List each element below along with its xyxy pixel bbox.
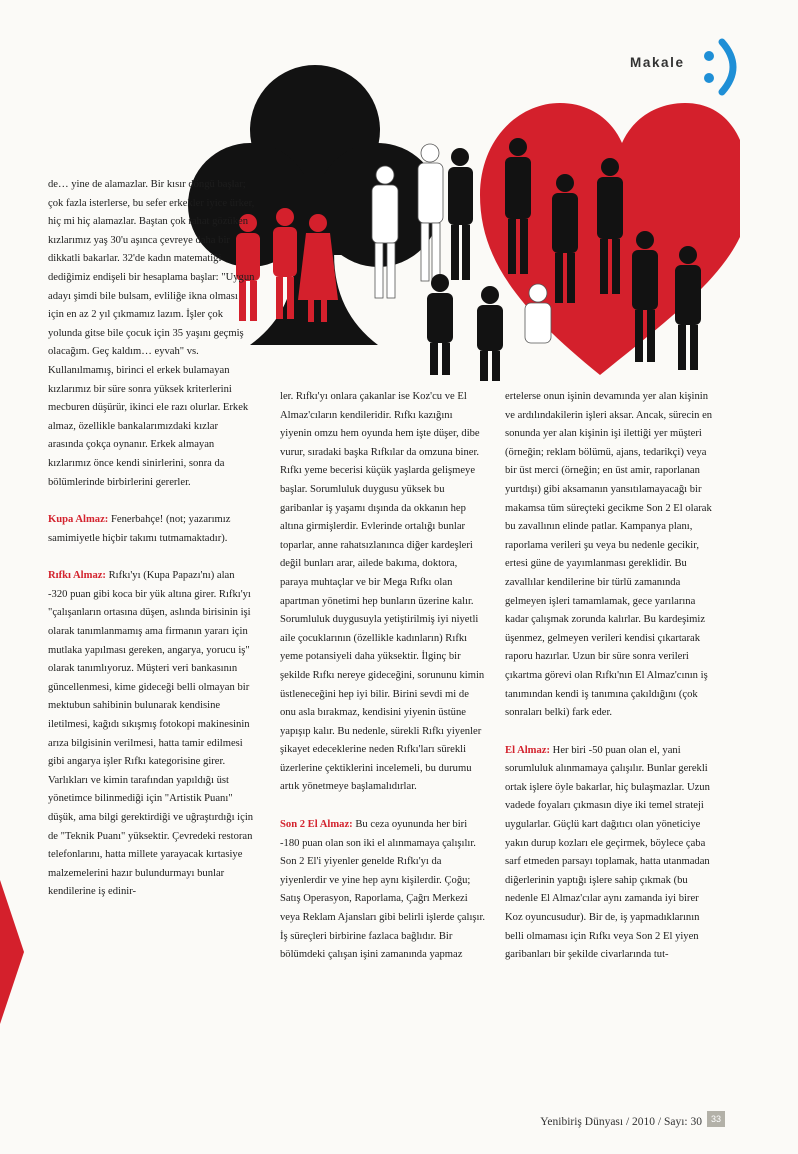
rifki-almaz-paragraph	[48, 567, 255, 902]
el-almaz-text: Her biri -50 puan olan el, yani sorumluluk alınmamaya çalışılır. Bunlar gerekli ortak işlere öyle bakarlar, hiç bulaşmazlar. Uzun vadede foyaları çıkmasın diye iki temel strateji uygularlar. Güçlü kart dağıtıcı olan yöneticiye yakın durup kozları ele geçirmek, böylece çaba sarf etmeden parsayı toplamak, hatta utanmadan diğerlerinin yaptığı işlere sahip çıkmak (bu nedenle El Almaz'cılar aynı zamanda iyi birer Koz oyuncusudur). Bir de, iş yapmadıklarının belli olmaması için Rıfkı veya Son 2 El yiyen garibanları bir şekilde civarlarında tut-	[505, 744, 710, 961]
el-almaz-heading: El Almaz:	[505, 744, 551, 756]
kupa-almaz-paragraph	[48, 511, 255, 548]
column2-paragraph-1: ler. Rıfkı'yı onlara çakanlar ise Koz'cu ve El Almaz'cıların kendileridir. Rıfkı kazığını yiyenin omzu hem oyunda hem işte düşer, dibe vurur, sıradaki başka Rıfkılar da omzuna biner.	[280, 391, 480, 458]
footer-publication: Yenibiriş Dünyası / 2010 / Sayı: 30	[540, 1116, 702, 1128]
article-column-2	[280, 388, 486, 965]
decorative-red-triangle	[0, 880, 24, 1024]
rifki-almaz-text: Rıfkı'yı (Kupa Papazı'nı) alan -320 puan gibi koca bir yük altına girer. Rıfkı'yı "çalışanların ortasına düşen, aslında birisinin işi olarak tanımlanmamış ama firmanın yararı için mutlaka yapılması gereken, angarya, yorucu iş" olarak tanımlıyoruz. Müşteri veri bankasının güncellenmesi, kime gideceği belli olmayan bir mektubun sahibinin bulunarak kendisine iletilmesi, kağıdı sıkışmış fotokopi makinesinin arıza bilgisinin verilmesi, hatta tamir edilmesi gibi angarya işler Rıfkı kategorisine girer. Varlıkları ve kimin tarafından yapıldığı üst yönetimce bilinmediği için "Artistik Puanı" düşük, ama bilgi gerektirdiği ve uğraştırdığı için de "Teknik Puanı" yüksektir. Çevredeki restoran telefonlarını, hatta millete yarayacak kırtasiye malzemelerini hazır bulundurmayı bunlar kendilerine iş edinir-	[48, 570, 254, 898]
column2-paragraph-2: Rıfkı yeme becerisi küçük yaşlarda gelişmeye başlar. Sorumluluk duygusu yüksek bu garibanlar iş yaşamı dışında da okkanın hep altına girmişlerdir. Evlerinde ortalığı bunlar toparlar, anne rahatsızlanınca diğer kardeşleri değil bunları arar, ailede bakıma, doktora, paraya muhtaçlar ve bir Mega Rıfkı olan apartman yönetimi hep bunların üzerine kalır. Sorumluluk duygusuyla yetiştirilmiş iyi niyetli aile çocuklarının (özellikle kadınların) Rıfkı yeme potansiyeli daha yüksektir. İlginç bir şekilde Rıfkı nereye gideceğini, sorununu kimin üstleneceğini hep iyi bilir. Birini sevdi mi de onu asla bırakmaz, kendisini yiyenin üstüne yapışıp kalır. Bu nedenle, sürekli Rıfkı yiyenler şikayet edeceklerine neden Rıfkı'ları sürekli üzerlerine çektiklerini incelemeli, bu durumu artık yönetmeye başlamalıdırlar.	[280, 465, 485, 793]
son-2-el-almaz-text: Bu ceza oyununda her biri -180 puan olan son iki el alınmamaya çalışılır. Son 2 El'i yiyenler genelde Rıfkı'yı da yiyenlerdir ve yine hep aynı kişilerdir. Çoğu; Satış Operasyon, Raporlama, Çağrı Merkezi veya Reklam Ajansları gibi belirli işlerde çalışır. İş süreçleri birbirine fazlaca bağlıdır. Bir bölümdeki çalışan işini zamanında yapmaz	[280, 819, 486, 961]
article-column-3	[505, 388, 717, 965]
rifki-almaz-heading: Rıfkı Almaz:	[48, 570, 106, 582]
article-column-1	[48, 176, 255, 902]
column3-paragraph-1: ertelerse onun işinin devamında yer alan kişinin ve ardılındakilerin işleri aksar. Ancak, sürecin en sonunda yer alan kişinin işi ilettiği yer müşteri (örneğin; reklam bölümü, ajans, tedarikçi) veya bir üst merci (örneğin; en üst amir, raporlanan yurtdışı) gibi aksamanın yansıtılamayacağı bir makamsa tüm süreçteki gecikme Son 2 El olarak bu zavallının elinde patlar. Kampanya planı, raporlama verileri şu veya bu nedenle gecikir, ertesi güne de yayımlanması gereklidir. Bu zavallılar kendilerine bir türlü zamanında gelmeyen işleri tamamlamak, gece yarılarına kadar çalışmak zorunda kalırlar. Bu kardeşimiz üşenmez, gelmeyen verileri kendisi çıkartarak raporu hazırlar. Uzun bir süre sonra verileri çıkartma görevi olan Rıfkı'nın El Almaz'cının iş tanımından kendi iş tanımına çakıldığını (çok sonraları belki) fark eder.	[505, 391, 713, 719]
kupa-almaz-text: Fenerbahçe! (not; yazarımız samimiyetle hiçbir takımı tutmamaktadır).	[48, 514, 231, 544]
section-label: Makale	[630, 55, 685, 70]
son-2-el-almaz-heading: Son 2 El Almaz:	[280, 819, 353, 831]
page-number: 33	[707, 1111, 725, 1127]
kupa-almaz-heading: Kupa Almaz:	[48, 514, 109, 526]
el-almaz-paragraph	[505, 742, 717, 965]
column1-lead-paragraph: de… yine de alamazlar. Bir kısır döngü başlar; çok fazla isterlerse, bu sefer erkekler iyice ürker, hiç mi hiç alamazlar. Baştan çok rahat gözüken kızlarımız yaş 30'u aşınca çevreye daha bir dikkatli bakarlar. 32'de kadın matematiği dediğimiz endişeli bir hesaplama başlar: "Uygun adayı şimdi bile bulsam, evliliğe ikna olması için en az 2 yıl çıkmamız lazım. İşler çok yolunda gitse bile çocuk için 35 yaşını geçmiş olacağım. Geç kaldım… eyvah" vs. Kullanılmamış, birinci el erkek bulamayan kızlarımız bir süre sonra yüksek kriterlerini mecburen düşürür, ikinci ele razı olurlar. Erkek almaz, özellikle bankalarımızdaki kızlar arasında çokça oynanır. Erkek almayan kızlarımız önce kendi sinirlerini, sonra da bölümlerinde birbirlerini gererler.	[48, 179, 255, 488]
son-2-el-almaz-paragraph	[280, 816, 486, 965]
